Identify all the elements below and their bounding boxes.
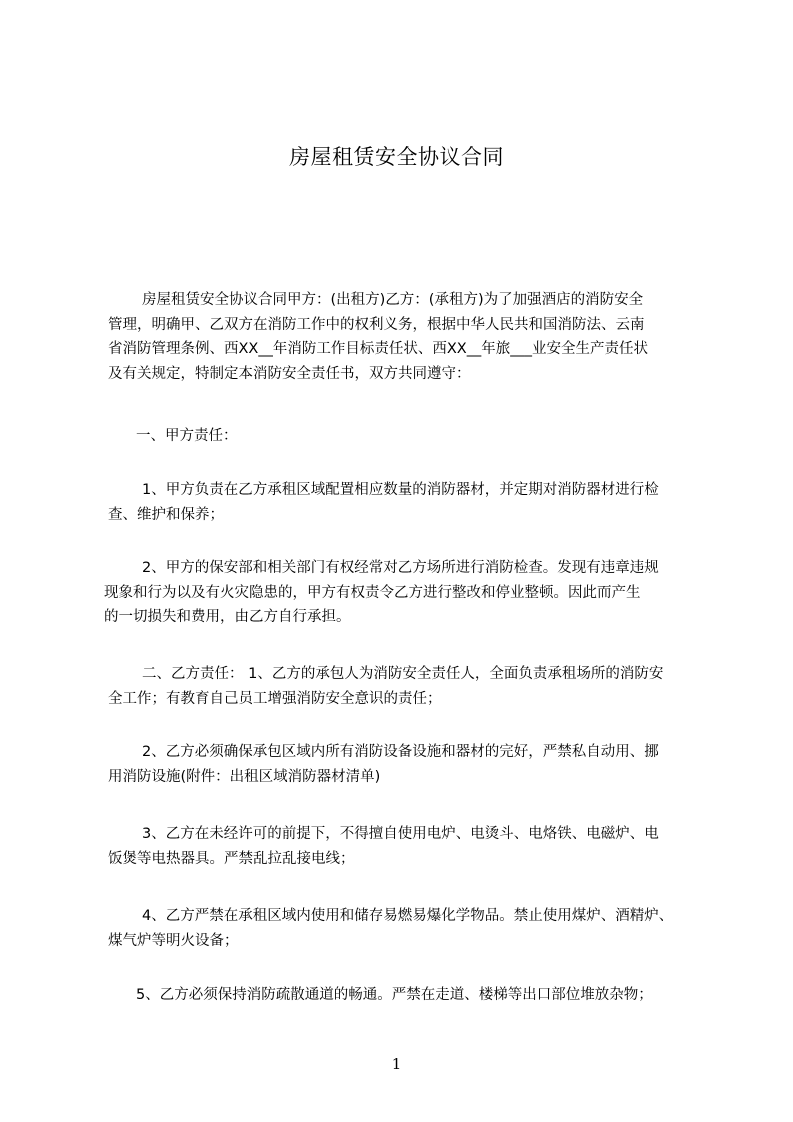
intro-line-3: 省消防管理条例、西XX__年消防工作目标责任状、西XX__年旅___业安全生产责任状: [108, 341, 648, 357]
document-title: 房屋租赁安全协议合同: [289, 145, 504, 169]
clause-b-4-line-1: 4、乙方严禁在承租区域内使用和储存易燃易爆化学物品。禁止使用煤炉、酒精炉、: [142, 908, 674, 924]
clause-b-2-line-1: 2、乙方必须确保承包区域内所有消防设备设施和器材的完好，严禁私自动用、挪: [142, 744, 659, 760]
clause-b-5: [108, 983, 653, 1008]
clause-a-2-line-3: 的一切损失和费用，由乙方自行承担。: [104, 609, 351, 625]
clause-b-1: [108, 662, 663, 711]
clause-b-3-line-2: 饭煲等电热器具。严禁乱拉乱接电线；: [108, 850, 355, 867]
intro-line-2: 管理，明确甲、乙双方在消防工作中的权利义务，根据中华人民共和国消防法、云南: [108, 316, 645, 333]
section-heading-party-a: [136, 424, 238, 449]
clause-b-4: [108, 904, 673, 953]
section-heading-text: 一、甲方责任：: [136, 428, 238, 444]
clause-a-2: [104, 556, 659, 630]
clause-b-2: [108, 740, 659, 789]
clause-b-5-line-1: 5、乙方必须保持消防疏散通道的畅通。严禁在走道、楼梯等出口部位堆放杂物；: [136, 987, 653, 1003]
clause-b-2-line-2: 用消防设施(附件：出租区域消防器材清单): [108, 768, 381, 785]
clause-b-3: [108, 822, 659, 871]
intro-line-4: 及有关规定，特制定本消防安全责任书，双方共同遵守：: [108, 365, 471, 382]
intro-line-1: 房屋租赁安全协议合同甲方：(出租方)乙方：(承租方)为了加强酒店的消防安全: [142, 292, 644, 308]
intro-paragraph: [108, 288, 648, 386]
clause-a-1-line-1: 1、甲方负责在乙方承租区域配置相应数量的消防器材，并定期对消防器材进行检: [142, 482, 659, 498]
clause-a-1-line-2: 查、维护和保养；: [108, 506, 224, 523]
clause-a-2-line-1: 2、甲方的保安部和相关部门有权经常对乙方场所进行消防检查。发现有违章违规: [142, 560, 659, 576]
clause-b-1-line-1: 二、乙方责任： 1、乙方的承包人为消防安全责任人，全面负责承租场所的消防安: [142, 666, 664, 682]
clause-a-2-line-2: 现象和行为以及有火灾隐患的，甲方有权责令乙方进行整改和停业整顿。因此而产生: [104, 584, 641, 601]
clause-b-1-line-2: 全工作；有教育自己员工增强消防安全意识的责任；: [108, 690, 442, 707]
clause-b-3-line-1: 3、乙方在未经许可的前提下，不得擅自使用电炉、电烫斗、电烙铁、电磁炉、电: [142, 826, 659, 842]
clause-a-1: [108, 478, 659, 527]
clause-b-4-line-2: 煤气炉等明火设备；: [108, 932, 239, 949]
page-number: 1: [391, 1055, 402, 1073]
